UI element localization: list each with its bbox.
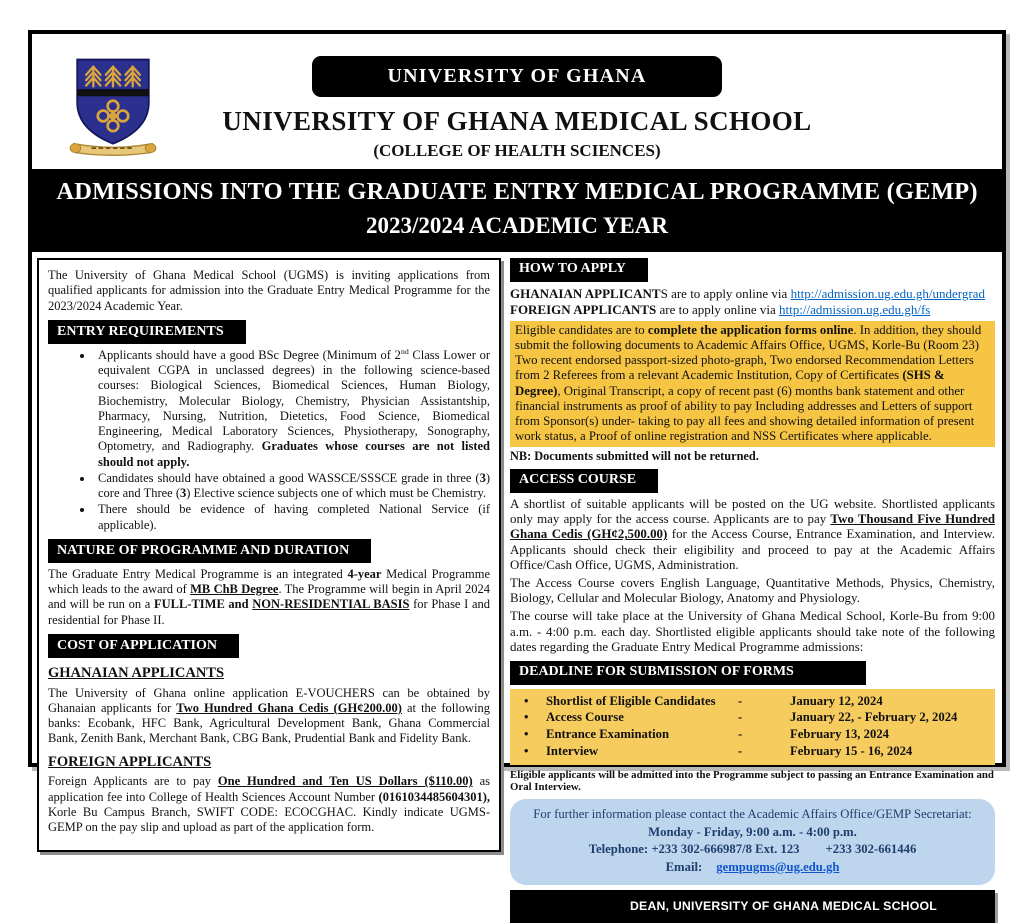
entry-requirement-item: • There should be evidence of having completed National Service (if applicable). [94,502,490,533]
deadline-label: Interview [546,743,599,758]
deadline-row [524,743,989,760]
school-title: UNIVERSITY OF GHANA MEDICAL SCHOOL [222,106,812,136]
telephone-label: Telephone: [588,842,649,857]
deadline-date: January 22, - February 2, 2024 [790,710,958,725]
ghanaian-apply-line: GHANAIAN APPLICANTS are to apply online via http://admission.ug.edu.gh/undergrad [510,285,985,301]
org-banner: UNIVERSITY OF GHANA [312,56,722,97]
telephone-number-1: +233 302-666987/8 Ext. 123 [651,842,800,857]
contact-line-hours: Monday - Friday, 9:00 a.m. - 4:00 p.m. [648,824,857,839]
header [32,34,1002,169]
right-column [510,258,995,923]
bullet-icon [524,709,546,726]
deadline-heading: DEADLINE FOR SUBMISSION OF FORMS [510,661,866,685]
contact-line-email [518,859,987,877]
how-to-apply-heading: HOW TO APPLY [510,258,648,282]
entry-requirements-heading: ENTRY REQUIREMENTS [48,320,246,344]
nature-of-programme-paragraph: The Graduate Entry Medical Programme is an integrated 4-year Medical Programme which leads to the award of MB ChB Degree. The Programme will begin in April 2024 and will be run on a FULL-TIME and NON-RESIDENTIAL BASIS for Phase I and residential for Phase II. [48,566,491,627]
deadline-dash: - [738,693,743,708]
access-course-paragraph: The Access Course covers English Language, Quantitative Methods, Physics, Chemistry, Biology, Cellular and Molecular Biology, Anatomy and Physiology. [510,576,995,606]
deadline-date: February 15 - 16, 2024 [790,743,913,758]
college-subtitle: (COLLEGE OF HEALTH SCIENCES) [373,141,661,160]
bullet-icon [524,726,546,743]
nature-of-programme-heading: NATURE OF PROGRAMME AND DURATION [48,539,371,563]
deadline-row [524,693,989,710]
bullet-icon [524,743,546,760]
nb-note: NB: Documents submitted will not be returned. [510,448,759,463]
admission-condition-note: Eligible applicants will be admitted into the Programme subject to passing an Entrance Examination and Oral Interview. [510,768,994,794]
deadline-date: January 12, 2024 [790,693,883,708]
access-course-paragraph: A shortlist of suitable applicants will be posted on the UG website. Shortlisted applicants only may apply for the access course. Applicants are to pay Two Thousand Five Hundred Ghana Cedis (GH¢2,500.00) for the Access Course, Entrance Examination, and Interview. Applicants should check their eligibility and proceed to pay at the Academic Affairs Office/Cash Office, UGMS, Administration. [510,496,996,572]
entry-requirement-item: • Applicants should have a good BSc Degree (Minimum of 2nd Class Lower or equivalent CGPA in unclassed degrees) in the following science-based courses: Biological Sciences, Biomedical Sciences, Human Biology, Biochemistry, Molecular Biology, Chemistry, Physician Assistantship, Pharmacy, Nursing, Nutrition, Dietetics, Food Science, Biomedical Engineering, Medical Laboratory Sciences, Physiotherapy, Sonography, Optometry, and Radiography. Graduates whose courses are not listed should not apply. [94,348,490,470]
title-band [32,169,1002,252]
deadline-row [524,726,989,743]
cost-of-application-heading: COST OF APPLICATION [48,634,239,658]
telephone-number-2: +233 302-661446 [825,842,917,857]
entry-requirement-item: • Candidates should have obtained a good WASSCE/SSSCE grade in three (3) core and Three (3) Elective science subjects one of which must be Chemistry. [94,471,490,502]
document-frame [28,30,1006,914]
deadline-label: Entrance Examination [546,727,670,742]
university-of-ghana-crest-icon [68,56,158,158]
deadline-label: Shortlist of Eligible Candidates [546,693,716,708]
hyperlink[interactable]: http://admission.ug.edu.gh/undergrad [790,285,985,301]
ghanaian-applicants-paragraph: The University of Ghana online application E-VOUCHERS can be obtained by Ghanaian applicants for Two Hundred Ghana Cedis (GH¢200.00) at the following banks: Ecobank, HFC Bank, Agricultural Development Bank, Ghana Commercial Bank, Zenith Bank, Merchant Bank, CBG Bank, Prudential Bank and Fidelity Bank. [48,685,490,746]
contact-box [510,799,995,885]
bullet-icon [524,693,546,710]
deadline-row [524,709,989,726]
hyperlink[interactable]: http://admission.ug.edu.gh/fs [779,301,931,317]
foreign-apply-line: FOREIGN APPLICANTS are to apply online via http://admission.ug.edu.gh/fs [510,301,931,317]
email-link[interactable]: gempugms@ug.edu.gh [716,859,840,874]
title-band-line1: ADMISSIONS INTO THE GRADUATE ENTRY MEDICAL PROGRAMME (GEMP) [56,178,978,205]
application-documents-highlight: Eligible candidates are to complete the application forms online. In addition, they should submit the following documents to Academic Affairs Office, UGMS, Korle-Bu (Room 23) Two recent endorsed passport-sized photo-graph, Two endorsed Recommendation Letters from 2 Referees from a relevant Academic Institution, Copy of Certificates (SHS & Degree), Original Transcript, a copy of recent past (6) months bank statement and other financial instruments as proof of ability to pay Including addresses and Letters of support from Sponsor(s) under- taking to pay all fees and showing detailed information of present work status, a Proof of online registration and NSS Certificates where applicable. [510,321,995,447]
deadline-dash: - [738,743,743,758]
content [32,252,1002,923]
deadline-date: February 13, 2024 [790,727,890,742]
access-course-heading: ACCESS COURSE [510,469,658,493]
email-label: Email: [665,859,703,874]
deadline-dash: - [738,727,743,742]
dean-signature-bar: DEAN, UNIVERSITY OF GHANA MEDICAL SCHOOL [510,890,995,923]
contact-line-info: For further information please contact the Academic Affairs Office/GEMP Secretariat: [533,807,972,822]
access-course-paragraph: The course will take place at the University of Ghana Medical School, Korle-Bu from 9:00 a.m. - 4:00 p.m. each day. Shortlisted eligible applicants should take note of the following dates regarding the Graduate Entry Medical Programme admissions: [510,609,995,654]
title-band-line2: 2023/2024 ACADEMIC YEAR [366,213,668,238]
foreign-applicants-paragraph: Foreign Applicants are to pay One Hundred and Ten US Dollars ($110.00) as application fee into College of Health Sciences Account Number (0161034485604301), Korle Bu Campus Branch, SWIFT CODE: ECOCGHAC. Kindly indicate UGMS-GEMP on the pay slip and upload as part of the application form. [48,774,490,835]
contact-line-telephone [518,841,987,859]
intro-paragraph: The University of Ghana Medical School (UGMS) is inviting applications from qualified applicants for admission into the Graduate Entry Medical Programme for the 2023/2024 Academic Year. [48,268,490,313]
deadline-table [510,689,995,765]
deadline-dash: - [738,710,743,725]
foreign-applicants-subheading: FOREIGN APPLICANTS [48,753,212,770]
ghanaian-applicants-subheading: GHANAIAN APPLICANTS [48,664,225,681]
left-column [37,258,501,852]
deadline-label: Access Course [546,710,624,725]
entry-requirements-list [48,348,490,533]
